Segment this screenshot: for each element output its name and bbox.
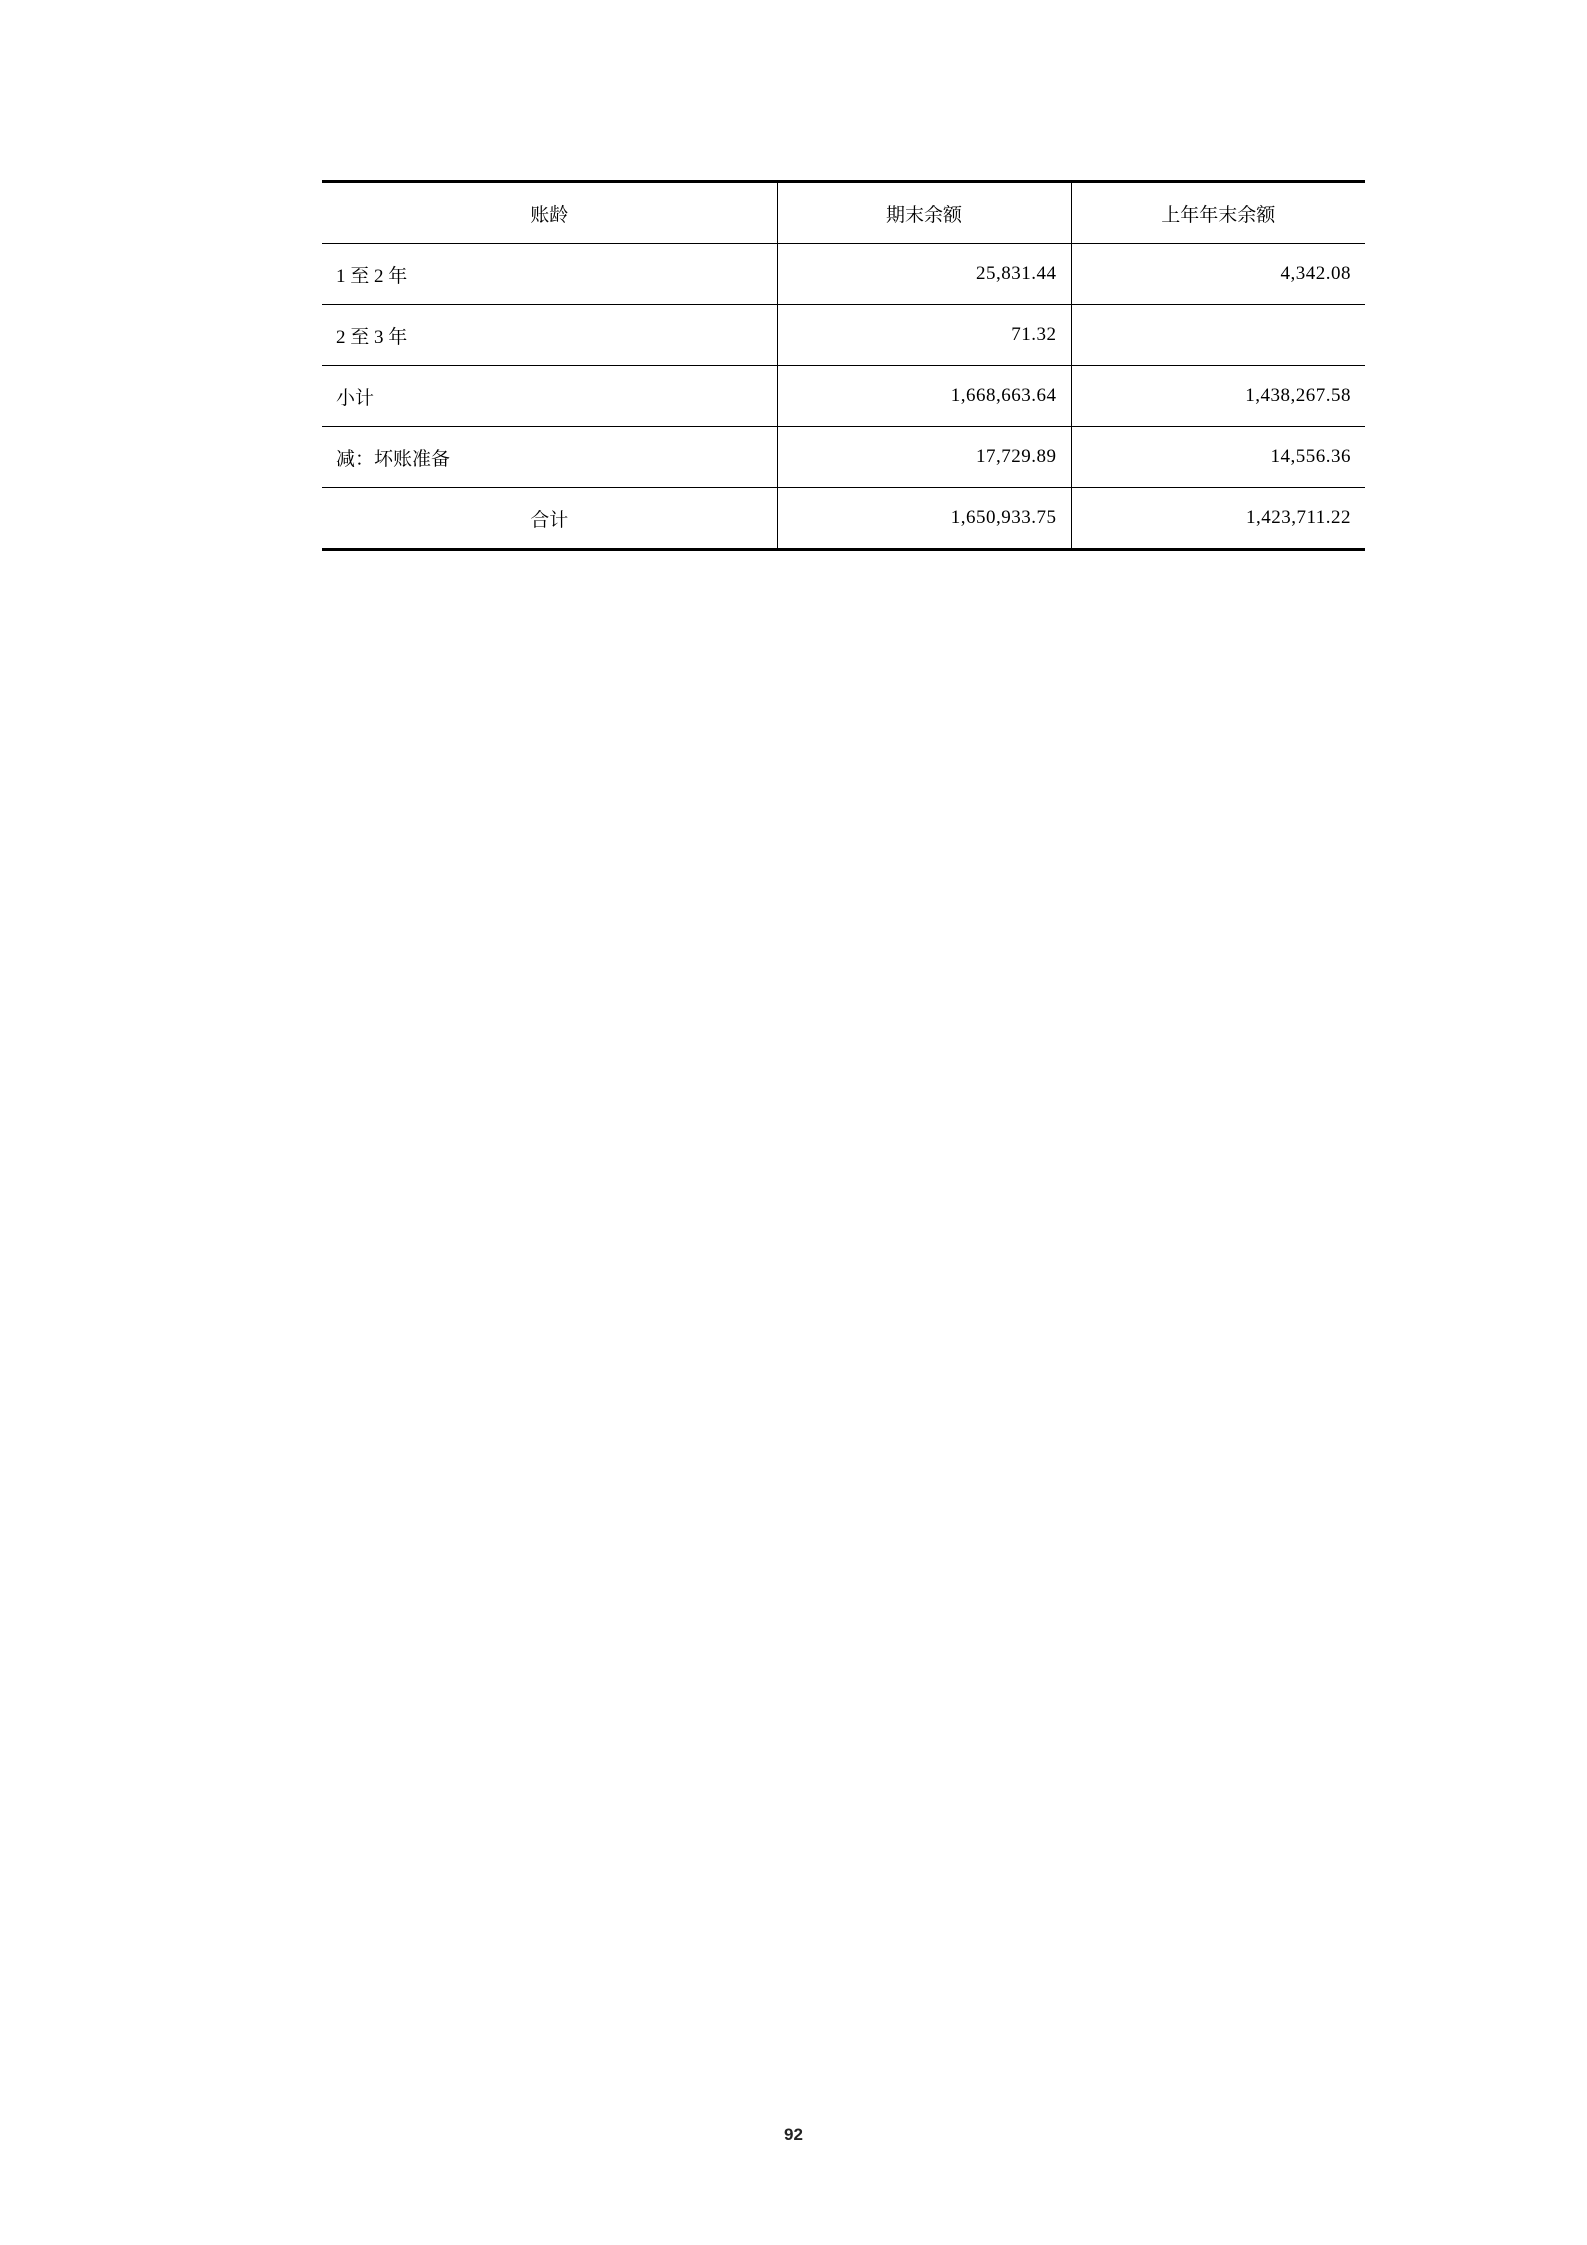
row-label: 1 至 2 年 [322, 244, 777, 305]
row-ending-balance: 17,729.89 [777, 427, 1071, 488]
row-prior-balance [1071, 305, 1365, 366]
row-label: 减：坏账准备 [322, 427, 777, 488]
page-number: 92 [784, 2125, 803, 2144]
column-header-aging: 账龄 [322, 182, 777, 244]
table-row [322, 366, 1365, 427]
row-prior-balance: 14,556.36 [1071, 427, 1365, 488]
column-header-ending-balance: 期末余额 [777, 182, 1071, 244]
column-header-prior-year-ending-balance: 上年年末余额 [1071, 182, 1365, 244]
table-row [322, 244, 1365, 305]
table-row [322, 305, 1365, 366]
row-ending-balance: 1,650,933.75 [777, 488, 1071, 550]
aging-table-container [322, 180, 1365, 551]
row-ending-balance: 1,668,663.64 [777, 366, 1071, 427]
row-ending-balance: 71.32 [777, 305, 1071, 366]
row-prior-balance: 4,342.08 [1071, 244, 1365, 305]
receivables-aging-table [322, 180, 1365, 551]
row-ending-balance: 25,831.44 [777, 244, 1071, 305]
row-label: 2 至 3 年 [322, 305, 777, 366]
row-prior-balance: 1,438,267.58 [1071, 366, 1365, 427]
table-row [322, 488, 1365, 550]
row-label: 小计 [322, 366, 777, 427]
table-row [322, 427, 1365, 488]
row-prior-balance: 1,423,711.22 [1071, 488, 1365, 550]
table-header-row [322, 182, 1365, 244]
row-label: 合计 [322, 488, 777, 550]
